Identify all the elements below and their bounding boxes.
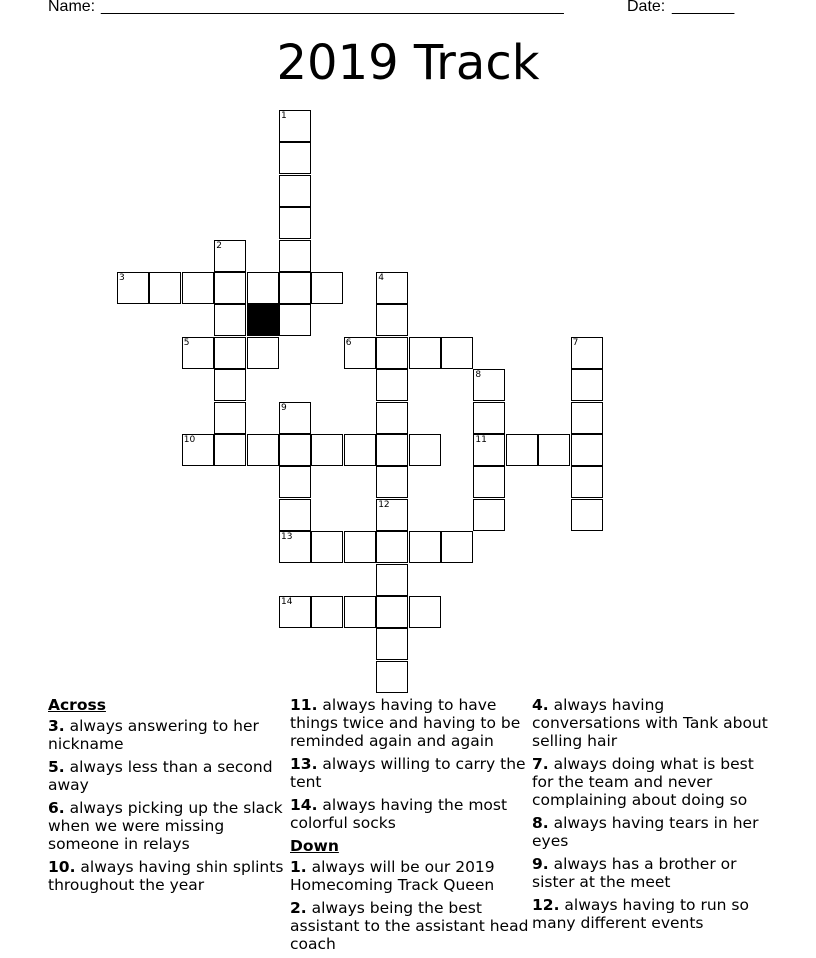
- grid-cell[interactable]: [344, 531, 376, 563]
- clue-number: 11: [475, 435, 487, 445]
- grid-cell[interactable]: [247, 337, 279, 369]
- grid-cell[interactable]: [247, 272, 279, 304]
- grid-cell[interactable]: [409, 596, 441, 628]
- clue-across-11: 11. always having to have things twice and having to be reminded again and again: [290, 696, 521, 750]
- grid-cell[interactable]: [279, 304, 311, 336]
- down-heading: Down: [290, 837, 339, 855]
- clue-down-7: 7. always doing what is best for the team and never complaining about doing so: [532, 755, 754, 809]
- grid-cell[interactable]: [279, 531, 311, 563]
- grid-cell[interactable]: [117, 272, 149, 304]
- grid-cell[interactable]: [279, 207, 311, 239]
- grid-cell[interactable]: [214, 369, 246, 401]
- grid-cell[interactable]: [279, 240, 311, 272]
- grid-cell[interactable]: [571, 369, 603, 401]
- clue-across-13: 13. always willing to carry the tent: [290, 755, 526, 791]
- grid-cell[interactable]: [473, 466, 505, 498]
- grid-cell[interactable]: [182, 434, 214, 466]
- grid-cell[interactable]: [409, 337, 441, 369]
- grid-cell[interactable]: [311, 596, 343, 628]
- clue-number: 8: [475, 370, 482, 381]
- clues-column-1: [48, 696, 293, 899]
- grid-cell[interactable]: [311, 434, 343, 466]
- clue-across-3: 3. always answering to her nickname: [48, 717, 259, 753]
- date-field[interactable]: _______: [672, 0, 735, 15]
- grid-cell[interactable]: [441, 531, 473, 563]
- clue-down-1: 1. always will be our 2019 Homecoming Track Queen: [290, 858, 495, 894]
- grid-cell[interactable]: [376, 596, 408, 628]
- clue-number: 6: [345, 337, 352, 348]
- clue-down-2: 2. always being the best assistant to the assistant head coach: [290, 899, 529, 953]
- grid-cell[interactable]: [571, 402, 603, 434]
- grid-cell[interactable]: [311, 272, 343, 304]
- grid-cell[interactable]: [182, 337, 214, 369]
- clue-number: 2: [216, 240, 222, 251]
- grid-cell[interactable]: [376, 369, 408, 401]
- grid-cell[interactable]: [279, 466, 311, 498]
- clue-number: 14: [281, 597, 293, 607]
- grid-cell[interactable]: [344, 434, 376, 466]
- grid-cell[interactable]: [506, 434, 538, 466]
- clue-number: 7: [572, 337, 579, 348]
- clue-number: 1: [281, 111, 287, 121]
- grid-cell[interactable]: [279, 110, 311, 142]
- page-title: 2019 Track: [276, 35, 540, 91]
- clue-across-6: 6. always picking up the slack when we were missing someone in relays: [48, 799, 283, 853]
- grid-cell[interactable]: [473, 434, 505, 466]
- grid-cell[interactable]: [409, 531, 441, 563]
- name-field[interactable]: ____________________________________________________: [101, 0, 564, 15]
- clues-column-3: [532, 696, 777, 937]
- grid-cell[interactable]: [279, 142, 311, 174]
- clue-number: 13: [281, 532, 293, 543]
- grid-cell[interactable]: [344, 596, 376, 628]
- grid-cell[interactable]: [214, 402, 246, 434]
- grid-cell[interactable]: [214, 304, 246, 336]
- grid-cell[interactable]: [182, 272, 214, 304]
- grid-cell[interactable]: [538, 434, 570, 466]
- grid-cell[interactable]: [214, 434, 246, 466]
- name-label: Name:: [48, 0, 96, 15]
- grid-cell[interactable]: [473, 402, 505, 434]
- grid-cell[interactable]: [247, 434, 279, 466]
- across-heading: Across: [48, 696, 106, 714]
- clue-across-10: 10. always having shin splints throughout the year: [48, 858, 284, 894]
- grid-cell[interactable]: [279, 402, 311, 434]
- grid-cell[interactable]: [376, 337, 408, 369]
- grid-cell[interactable]: [279, 596, 311, 628]
- grid-cell[interactable]: [149, 272, 181, 304]
- grid-cell[interactable]: [376, 434, 408, 466]
- grid-cell[interactable]: [376, 272, 408, 304]
- grid-cell[interactable]: [279, 499, 311, 531]
- grid-cell[interactable]: [279, 175, 311, 207]
- grid-cell[interactable]: [571, 466, 603, 498]
- clues-column-2: [290, 696, 535, 958]
- clue-number: 10: [183, 435, 196, 445]
- clue-down-9: 9. always has a brother or sister at the meet: [532, 855, 737, 891]
- black-cell: [247, 304, 279, 336]
- grid-cell[interactable]: [214, 240, 246, 272]
- clue-down-8: 8. always having tears in her eyes: [532, 814, 759, 850]
- grid-cell[interactable]: [376, 402, 408, 434]
- clue-number: 3: [119, 273, 125, 283]
- clue-down-12: 12. always having to run so many different events: [532, 896, 749, 932]
- grid-cell[interactable]: [376, 499, 408, 531]
- clue-number: 12: [378, 499, 390, 510]
- grid-cell[interactable]: [376, 304, 408, 336]
- clue-number: 5: [183, 337, 190, 348]
- date-label: Date:: [627, 0, 666, 15]
- clue-number: 9: [281, 402, 287, 413]
- grid-cell[interactable]: [344, 337, 376, 369]
- clue-number: 4: [378, 273, 384, 283]
- grid-cell[interactable]: [441, 337, 473, 369]
- grid-cell[interactable]: [571, 499, 603, 531]
- grid-cell[interactable]: [473, 499, 505, 531]
- grid-cell[interactable]: [473, 369, 505, 401]
- grid-cell[interactable]: [409, 434, 441, 466]
- grid-cell[interactable]: [376, 531, 408, 563]
- grid-cell[interactable]: [214, 337, 246, 369]
- grid-cell[interactable]: [376, 628, 408, 660]
- clue-across-14: 14. always having the most colorful socks: [290, 796, 508, 832]
- grid-cell[interactable]: [571, 434, 603, 466]
- grid-cell[interactable]: [571, 337, 603, 369]
- grid-cell[interactable]: [279, 434, 311, 466]
- grid-cell[interactable]: [376, 661, 408, 693]
- grid-cell[interactable]: [279, 272, 311, 304]
- grid-cell[interactable]: [214, 272, 246, 304]
- clue-across-5: 5. always less than a second away: [48, 758, 273, 794]
- grid-cell[interactable]: [376, 564, 408, 596]
- clue-down-4: 4. always having conversations with Tank about selling hair: [532, 696, 768, 750]
- grid-cell[interactable]: [376, 466, 408, 498]
- grid-cell[interactable]: [311, 531, 343, 563]
